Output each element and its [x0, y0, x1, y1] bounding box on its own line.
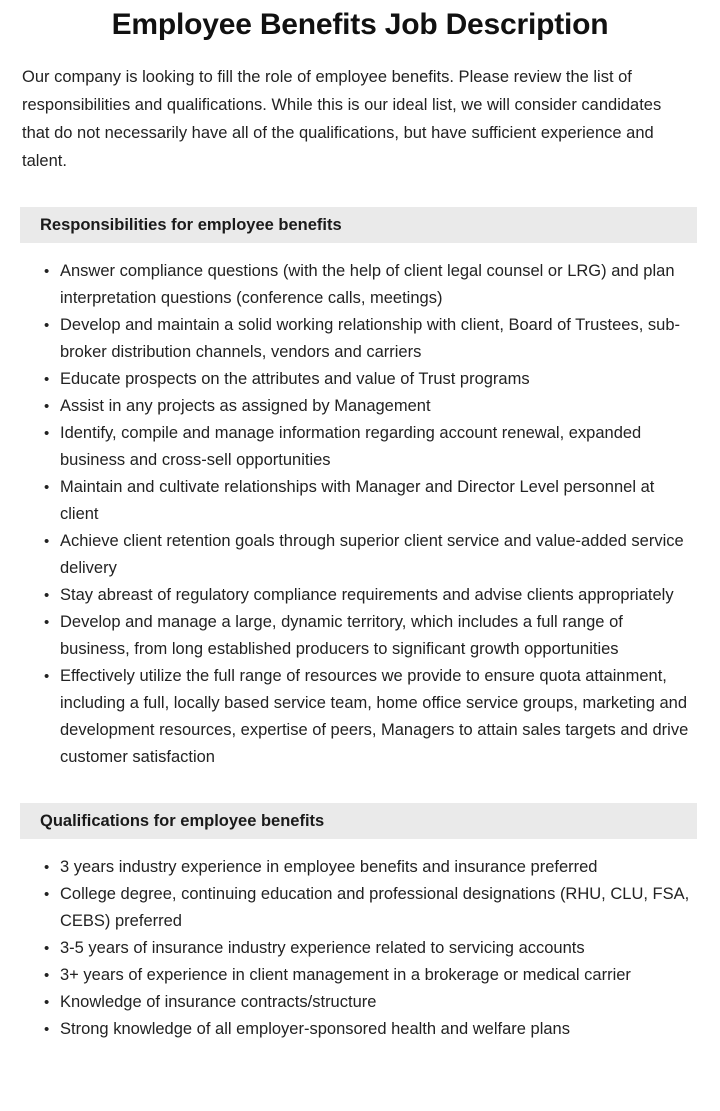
responsibilities-list [0, 243, 720, 771]
list-item: • College degree, continuing education and professional designations (RHU, CLU, FSA, CEBS) preferred [44, 881, 692, 935]
responsibilities-section-header [20, 207, 697, 243]
qualifications-section-header [20, 803, 697, 839]
list-item: • Educate prospects on the attributes and value of Trust programs [44, 366, 692, 393]
list-item: • Effectively utilize the full range of resources we provide to ensure quota attainment, including a full, locally based service team, home office service groups, marketing and development resources, expertise of peers, Managers to attain sales targets and drive customer satisfaction [44, 663, 692, 771]
list-item: • Stay abreast of regulatory compliance requirements and advise clients appropriately [44, 582, 692, 609]
page-title: Employee Benefits Job Description [111, 8, 609, 41]
list-item: • Assist in any projects as assigned by Management [44, 393, 692, 420]
qualifications-list [0, 839, 720, 1043]
list-item: • Develop and manage a large, dynamic territory, which includes a full range of business, from long established producers to significant growth opportunities [44, 609, 692, 663]
responsibilities-section [0, 207, 720, 771]
list-item: • Answer compliance questions (with the help of client legal counsel or LRG) and plan interpretation questions (conference calls, meetings) [44, 258, 692, 312]
qualifications-heading-label: Qualifications for employee benefits [40, 812, 325, 830]
list-item: • Develop and maintain a solid working relationship with client, Board of Trustees, sub-broker distribution channels, vendors and carriers [44, 312, 692, 366]
list-item: • Maintain and cultivate relationships with Manager and Director Level personnel at client [44, 474, 692, 528]
list-item: • Strong knowledge of all employer-sponsored health and welfare plans [44, 1016, 692, 1043]
intro-paragraph: Our company is looking to fill the role of employee benefits. Please review the list of responsibilities and qualifications. While this is our ideal list, we will consider candidates that do not necessarily have all of the qualifications, but have sufficient experience and talent. [22, 68, 662, 170]
list-item: • Achieve client retention goals through superior client service and value-added service delivery [44, 528, 692, 582]
list-item: • Knowledge of insurance contracts/structure [44, 989, 692, 1016]
responsibilities-heading-label: Responsibilities for employee benefits [40, 216, 342, 234]
list-item: • 3+ years of experience in client management in a brokerage or medical carrier [44, 962, 692, 989]
qualifications-section [0, 803, 720, 1043]
list-item: • 3-5 years of insurance industry experience related to servicing accounts [44, 935, 692, 962]
list-item: • Identify, compile and manage information regarding account renewal, expanded business and cross-sell opportunities [44, 420, 692, 474]
list-item: • 3 years industry experience in employee benefits and insurance preferred [44, 854, 692, 881]
